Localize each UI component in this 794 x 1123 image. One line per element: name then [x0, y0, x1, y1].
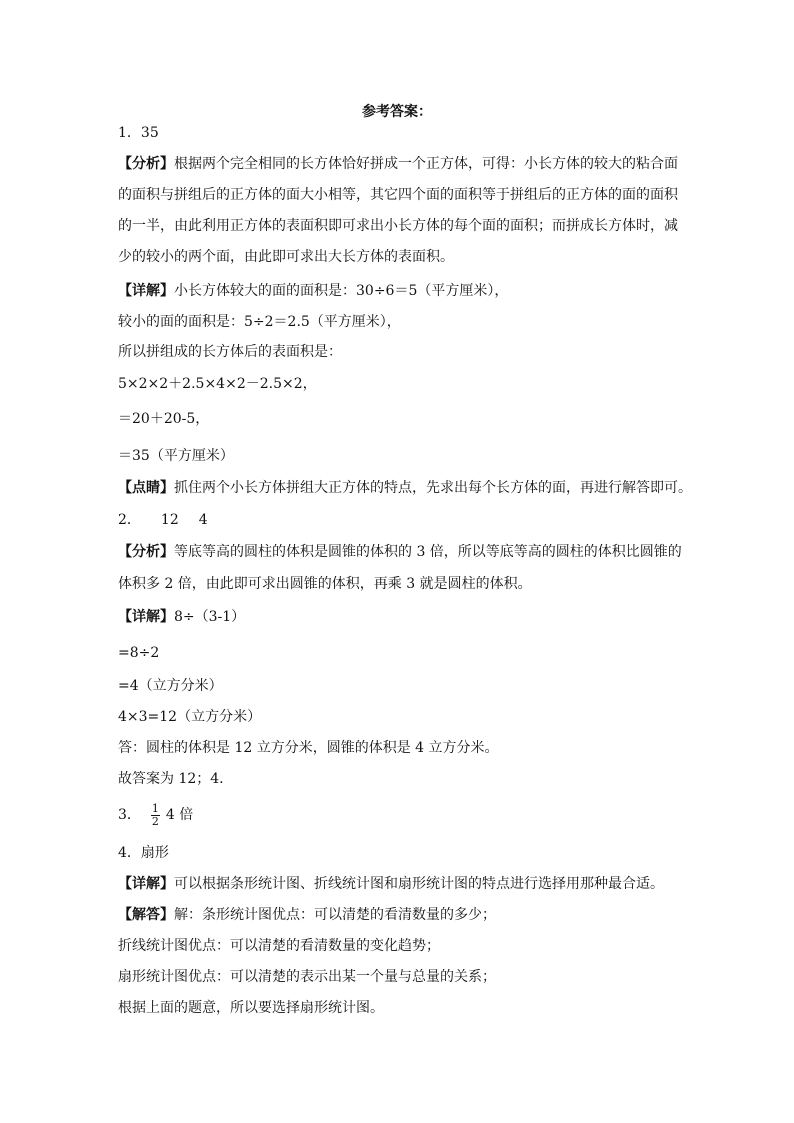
- q2-analysis-text-1: 等底等高的圆柱的体积是圆锥的体积的 3 倍，所以等底等高的圆柱的体积比圆锥的: [174, 544, 682, 560]
- q1-analysis-line-1: [118, 154, 678, 174]
- q1-analysis-text-1: 根据两个完全相同的长方体恰好拼成一个正方体，可得：小长方体的较大的粘合面: [174, 156, 678, 172]
- page-title: 参考答案：: [362, 104, 432, 120]
- q1-analysis-line-2: 的面积与拼组后的正方体的面大小相等，其它四个面的面积等于拼组后的正方体的面的面积: [118, 187, 678, 203]
- q1-comment-text: 抓住两个小长方体拼组大正方体的特点，先求出每个长方体的面，再进行解答即可。: [174, 480, 692, 496]
- q1-analysis-line-4: 少的较小的两个面，由此即可求出大长方体的表面积。: [118, 249, 454, 265]
- q3-answer-2: 4 倍: [165, 807, 194, 823]
- q4-detail-text: 可以根据条形统计图、折线统计图和扇形统计图的特点进行选择用那种最合适。: [174, 876, 664, 892]
- q4-solve-line-2: 折线统计图优点：可以清楚的看清数量的变化趋势；: [118, 938, 440, 954]
- q2-detail-line-2: =8÷2: [118, 645, 160, 661]
- q2-analysis-line-2: 体积多 2 倍，由此即可求出圆锥的体积，再乘 3 就是圆柱的体积。: [118, 576, 532, 592]
- q4-number: 4．扇形: [118, 845, 169, 861]
- detail-tag: 【详解】: [118, 876, 174, 892]
- detail-tag: 【详解】: [118, 609, 174, 625]
- q4-solve-line-3: 扇形统计图优点：可以清楚的表示出某一个量与总量的关系；: [118, 969, 496, 985]
- q4-solve-line-1: [118, 905, 496, 925]
- q2-detail-line-1: [118, 607, 245, 627]
- q1-detail-line-6: ＝35（平方厘米）: [118, 448, 234, 464]
- fraction-denominator: 2: [151, 814, 159, 828]
- q4-detail-line: [118, 874, 664, 894]
- q2-answer-2: 4: [198, 512, 208, 528]
- analysis-tag: 【分析】: [118, 156, 174, 172]
- q1-detail-text-1: 小长方体较大的面的面积是：30÷6＝5（平方厘米），: [174, 283, 509, 299]
- q1-detail-line-1: [118, 281, 508, 301]
- q4-solve-line-4: 根据上面的题意，所以要选择扇形统计图。: [118, 1000, 384, 1016]
- q1-detail-line-4: 5×2×2＋2.5×4×2－2.5×2，: [118, 376, 317, 392]
- solve-tag: 【解答】: [118, 907, 174, 923]
- q1-comment-line: [118, 478, 692, 498]
- comment-tag: 【点睛】: [118, 480, 174, 496]
- q4-solve-text-1: 解：条形统计图优点：可以清楚的看清数量的多少；: [174, 907, 496, 923]
- q1-analysis-line-3: 的一半，由此利用正方体的表面积即可求出小长方体的每个面的面积；而拼成长方体时，减: [118, 218, 678, 234]
- analysis-tag: 【分析】: [118, 544, 174, 560]
- q3-number: 3．: [118, 807, 141, 823]
- q2-number-line: [118, 510, 208, 530]
- q1-detail-line-3: 所以拼组成的长方体后的表面积是：: [118, 344, 342, 360]
- q1-number: 1．35: [118, 125, 159, 141]
- detail-tag: 【详解】: [118, 283, 174, 299]
- q2-analysis-line-1: [118, 542, 682, 562]
- q2-detail-line-3: =4（立方分米）: [118, 678, 223, 694]
- q1-detail-line-5: ＝20＋20-5，: [118, 411, 210, 427]
- q2-answer-1: 12: [160, 512, 179, 528]
- q2-answer-line: 答：圆柱的体积是 12 立方分米，圆锥的体积是 4 立方分米。: [118, 740, 499, 756]
- q2-detail-line-4: 4×3=12（立方分米）: [118, 709, 262, 725]
- q3-line: [118, 802, 193, 828]
- fraction-numerator: 1: [151, 801, 159, 815]
- q1-detail-line-2: 较小的面的面积是：5÷2＝2.5（平方厘米），: [118, 314, 401, 330]
- q2-number: 2．: [118, 512, 141, 528]
- q2-final-line: 故答案为 12；4.: [118, 771, 224, 787]
- q2-detail-text-1: 8÷（3-1）: [174, 609, 246, 625]
- q3-fraction: [151, 803, 160, 828]
